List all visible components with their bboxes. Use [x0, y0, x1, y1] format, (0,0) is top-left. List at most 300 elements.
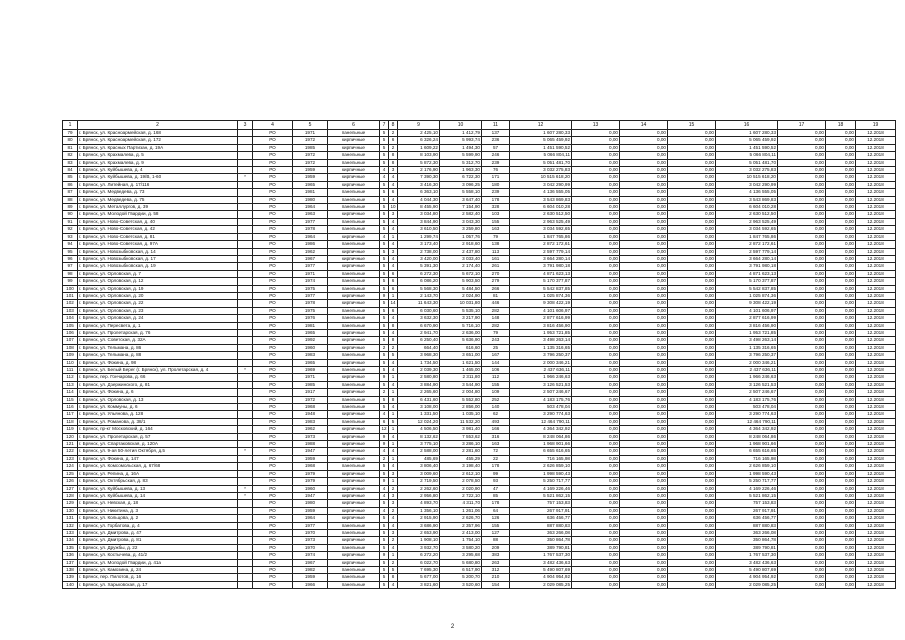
cell-row-num: 109 — [63, 352, 78, 359]
cell-row-num: 83 — [63, 159, 78, 166]
cell-year: 1972 — [293, 159, 328, 166]
cell-fund-federal: 0,00 — [572, 322, 620, 329]
cell-fund-federal: 0,00 — [572, 404, 620, 411]
cell-mark: * — [238, 492, 253, 499]
cell-row-num: 104 — [63, 315, 78, 322]
cell-address: г. Брянск, ул. Крахмалева, д. 9 — [78, 159, 238, 166]
cell-cost-per-m2: 0,00 — [826, 492, 856, 499]
cell-residents: 103 — [482, 211, 510, 218]
cell-address: г. Брянск, пр-кт Московский, д. 164 — [78, 426, 238, 433]
cell-fund-federal: 0,00 — [572, 130, 620, 137]
cell-mark — [238, 581, 253, 588]
cell-living-area: 1 465,00 — [440, 367, 482, 374]
cell-entrances: 4 — [389, 315, 398, 322]
cell-address: г. Брянск, ул. Тельмана, д. 88 — [78, 352, 238, 359]
cell-entrances: 4 — [389, 544, 398, 551]
cell-floors: 9 — [380, 433, 389, 440]
cell-program: РО — [253, 544, 293, 551]
cell-total-area: 3 034,80 — [398, 211, 440, 218]
cell-fund-federal: 0,00 — [572, 241, 620, 248]
cell-year: 1962 — [293, 248, 328, 255]
cell-other: 0,00 — [778, 359, 826, 366]
cell-fund-federal: 0,00 — [572, 352, 620, 359]
cell-row-num: 98 — [63, 270, 78, 277]
cell-program: РО — [253, 263, 293, 270]
cell-row-num: 82 — [63, 152, 78, 159]
cell-deadline: 12.2018 — [856, 285, 896, 292]
cell-total-area: 3 884,90 — [398, 381, 440, 388]
cell-row-num: 106 — [63, 329, 78, 336]
table-row — [63, 448, 896, 455]
cell-fund-regional: 0,00 — [620, 441, 668, 448]
cell-fund-owners: 5 170 377,87 — [716, 278, 778, 285]
cell-row-num: 93 — [63, 233, 78, 240]
cell-fund-federal: 0,00 — [572, 270, 620, 277]
cell-floors: 4 — [380, 411, 389, 418]
cell-year: 1967 — [293, 255, 328, 262]
cell-fund-regional: 0,00 — [620, 581, 668, 588]
cell-entrances: 6 — [389, 189, 398, 196]
cell-fund-regional: 0,00 — [620, 418, 668, 425]
cell-other: 0,00 — [778, 515, 826, 522]
table-row — [63, 144, 896, 151]
cell-deadline: 12.2018 — [856, 152, 896, 159]
registry-table — [62, 120, 895, 589]
cell-fund-local: 0,00 — [668, 359, 716, 366]
cell-living-area: 1 963,30 — [440, 167, 482, 174]
cell-fund-local: 0,00 — [668, 441, 716, 448]
cell-living-area: 1 621,50 — [440, 359, 482, 366]
cell-cost-per-m2: 0,00 — [826, 574, 856, 581]
cell-year: 1964 — [293, 515, 328, 522]
table-row — [63, 574, 896, 581]
cell-program: РО — [253, 211, 293, 218]
cell-other: 0,00 — [778, 492, 826, 499]
cell-entrances: 2 — [389, 537, 398, 544]
cell-year: 1974 — [293, 278, 328, 285]
cell-fund-regional: 0,00 — [620, 181, 668, 188]
cell-fund-federal: 0,00 — [572, 396, 620, 403]
cell-year: 1969 — [293, 367, 328, 374]
cell-floors: 9 — [380, 478, 389, 485]
cell-wall-material: кирпичные — [328, 559, 380, 566]
cell-cost-per-m2: 0,00 — [826, 315, 856, 322]
cell-deadline: 12.2018 — [856, 470, 896, 477]
cell-mark — [238, 359, 253, 366]
cell-total-area: 2 039,30 — [398, 367, 440, 374]
cell-other: 0,00 — [778, 137, 826, 144]
cell-residents: 155 — [482, 218, 510, 225]
cell-wall-material: панельные — [328, 278, 380, 285]
cell-cost-per-m2: 0,00 — [826, 544, 856, 551]
cell-program: РО — [253, 492, 293, 499]
cell-cost-per-m2: 0,00 — [826, 307, 856, 314]
cell-entrances: 1 — [389, 411, 398, 418]
cell-address: г. Брянск, ул. Дмитрова, д. 81 — [78, 537, 238, 544]
cell-total-area: 5 568,30 — [398, 285, 440, 292]
cell-other: 0,00 — [778, 367, 826, 374]
cell-wall-material: кирпичные — [328, 359, 380, 366]
cell-total-cost: 6 604 010,28 — [510, 204, 572, 211]
cell-fund-regional: 0,00 — [620, 559, 668, 566]
cell-fund-owners: 4 364 342,92 — [716, 426, 778, 433]
cell-entrances: 1 — [389, 426, 398, 433]
cell-wall-material: кирпичные — [328, 144, 380, 151]
cell-year: 1980 — [293, 196, 328, 203]
cell-fund-owners: 8 248 064,86 — [716, 433, 778, 440]
cell-other: 0,00 — [778, 241, 826, 248]
table-row — [63, 441, 896, 448]
cell-fund-regional: 0,00 — [620, 537, 668, 544]
cell-mark: * — [238, 448, 253, 455]
cell-floors: 5 — [380, 544, 389, 551]
table-row — [63, 174, 896, 181]
cell-other: 0,00 — [778, 315, 826, 322]
cell-total-cost: 1 953 721,85 — [510, 329, 572, 336]
cell-year: 1962 — [293, 426, 328, 433]
cell-other: 0,00 — [778, 426, 826, 433]
cell-wall-material: кирпичные — [328, 167, 380, 174]
cell-mark — [238, 255, 253, 262]
table-row — [63, 374, 896, 381]
cell-year: 1974 — [293, 552, 328, 559]
cell-total-area: 3 968,30 — [398, 352, 440, 359]
cell-fund-federal: 0,00 — [572, 389, 620, 396]
table-row — [63, 566, 896, 573]
cell-deadline: 12.2018 — [856, 189, 896, 196]
cell-residents: 261 — [482, 263, 510, 270]
cell-floors: 5 — [380, 255, 389, 262]
table-row — [63, 211, 896, 218]
cell-other: 0,00 — [778, 344, 826, 351]
cell-living-area: 3 544,90 — [440, 381, 482, 388]
cell-fund-owners: 1 767 537,30 — [716, 552, 778, 559]
cell-mark — [238, 300, 253, 307]
cell-residents: 282 — [482, 322, 510, 329]
table-row — [63, 500, 896, 507]
cell-fund-local: 0,00 — [668, 189, 716, 196]
cell-residents: 178 — [482, 196, 510, 203]
cell-row-num: 86 — [63, 181, 78, 188]
table-row — [63, 426, 896, 433]
cell-other: 0,00 — [778, 167, 826, 174]
cell-program: РО — [253, 344, 293, 351]
cell-address: г. Брянск, ул. Фокина, д. 98 — [78, 359, 238, 366]
cell-deadline: 12.2018 — [856, 278, 896, 285]
cell-floors: 5 — [380, 307, 389, 314]
cell-mark — [238, 344, 253, 351]
cell-fund-federal: 0,00 — [572, 574, 620, 581]
cell-entrances: 6 — [389, 270, 398, 277]
cell-address: г. Брянск, ул. Медведева, д. 75 — [78, 196, 238, 203]
cell-living-area: 5 903,50 — [440, 278, 482, 285]
cell-deadline: 12.2018 — [856, 204, 896, 211]
cell-fund-federal: 0,00 — [572, 278, 620, 285]
cell-address: г. Брянск, ул. Крахмалева, д. 5 — [78, 152, 238, 159]
cell-fund-regional: 0,00 — [620, 248, 668, 255]
cell-year: 1965 — [293, 359, 328, 366]
cell-fund-owners: 1 968 901,66 — [716, 441, 778, 448]
cell-cost-per-m2: 0,00 — [826, 478, 856, 485]
table-row — [63, 255, 896, 262]
cell-row-num: 111 — [63, 367, 78, 374]
cell-total-area: 2 653,90 — [398, 529, 440, 536]
cell-deadline: 12.2018 — [856, 389, 896, 396]
header-cell: 14 — [620, 121, 668, 130]
cell-row-num: 80 — [63, 137, 78, 144]
cell-living-area: 2 722,10 — [440, 492, 482, 499]
cell-other: 0,00 — [778, 218, 826, 225]
cell-fund-local: 0,00 — [668, 507, 716, 514]
header-cell: 13 — [572, 121, 620, 130]
cell-wall-material: кирпичные — [328, 433, 380, 440]
cell-floors: 5 — [380, 470, 389, 477]
cell-row-num: 128 — [63, 492, 78, 499]
cell-program: РО — [253, 448, 293, 455]
cell-cost-per-m2: 0,00 — [826, 300, 856, 307]
cell-fund-owners: 2 877 616,99 — [716, 315, 778, 322]
cell-total-cost: 4 871 623,13 — [510, 270, 572, 277]
cell-cost-per-m2: 0,00 — [826, 396, 856, 403]
cell-residents: 109 — [482, 389, 510, 396]
table-row — [63, 137, 896, 144]
table-row — [63, 396, 896, 403]
cell-living-area: 4 311,70 — [440, 500, 482, 507]
cell-program: РО — [253, 248, 293, 255]
cell-other: 0,00 — [778, 174, 826, 181]
cell-living-area: 5 484,50 — [440, 285, 482, 292]
cell-cost-per-m2: 0,00 — [826, 248, 856, 255]
cell-fund-owners: 4 904 954,92 — [716, 574, 778, 581]
cell-fund-regional: 0,00 — [620, 544, 668, 551]
cell-living-area: 2 413,00 — [440, 529, 482, 536]
cell-total-cost: 4 169 226,46 — [510, 485, 572, 492]
cell-fund-local: 0,00 — [668, 337, 716, 344]
cell-total-cost: 716 165,98 — [510, 455, 572, 462]
header-cell: 2 — [78, 121, 238, 130]
cell-floors: 4 — [380, 167, 389, 174]
cell-cost-per-m2: 0,00 — [826, 522, 856, 529]
cell-fund-regional: 0,00 — [620, 241, 668, 248]
cell-row-num: 130 — [63, 507, 78, 514]
cell-program: РО — [253, 152, 293, 159]
cell-residents: 252 — [482, 396, 510, 403]
table-row — [63, 181, 896, 188]
cell-residents: 209 — [482, 544, 510, 551]
cell-deadline: 12.2018 — [856, 485, 896, 492]
cell-mark: * — [238, 367, 253, 374]
cell-floors: 5 — [380, 226, 389, 233]
cell-other: 0,00 — [778, 144, 826, 151]
cell-living-area: 5 599,90 — [440, 152, 482, 159]
cell-fund-owners: 363 266,08 — [716, 529, 778, 536]
cell-cost-per-m2: 0,00 — [826, 441, 856, 448]
table-row — [63, 189, 896, 196]
cell-address: г. Брянск, ул. Харьковская, д. 17 — [78, 581, 238, 588]
cell-floors: 5 — [380, 574, 389, 581]
cell-wall-material: кирпичные — [328, 211, 380, 218]
cell-address: г. Брянск, ул. Орловская, д. 13 — [78, 396, 238, 403]
cell-total-cost: 1 767 537,30 — [510, 552, 572, 559]
table-row — [63, 381, 896, 388]
cell-year: 1981 — [293, 189, 328, 196]
cell-entrances: 4 — [389, 218, 398, 225]
cell-living-area: 2 174,40 — [440, 263, 482, 270]
cell-fund-owners: 6 655 616,65 — [716, 448, 778, 455]
cell-program: РО — [253, 404, 293, 411]
cell-program: РО — [253, 352, 293, 359]
cell-entrances: 8 — [389, 152, 398, 159]
cell-total-cost: 2 437 636,11 — [510, 367, 572, 374]
cell-row-num: 122 — [63, 448, 78, 455]
cell-cost-per-m2: 0,00 — [826, 374, 856, 381]
cell-cost-per-m2: 0,00 — [826, 263, 856, 270]
cell-cost-per-m2: 0,00 — [826, 367, 856, 374]
cell-year: 1985 — [293, 381, 328, 388]
cell-deadline: 12.2018 — [856, 292, 896, 299]
cell-address: г. Брянск, ул. Новозыбковская, д. 17 — [78, 255, 238, 262]
cell-address: г. Брянск, ул. Ново-Советская, д. 97А — [78, 241, 238, 248]
cell-deadline: 12.2018 — [856, 322, 896, 329]
cell-fund-local: 0,00 — [668, 500, 716, 507]
cell-year: 1988 — [293, 441, 328, 448]
cell-deadline: 12.2018 — [856, 144, 896, 151]
cell-fund-regional: 0,00 — [620, 174, 668, 181]
cell-living-area: 1 494,30 — [440, 144, 482, 151]
cell-residents: 112 — [482, 374, 510, 381]
cell-entrances: 1 — [389, 455, 398, 462]
cell-deadline: 12.2018 — [856, 455, 896, 462]
cell-row-num: 132 — [63, 522, 78, 529]
cell-living-area: 2 311,80 — [440, 374, 482, 381]
cell-row-num: 100 — [63, 285, 78, 292]
cell-total-cost: 3 290 774,63 — [510, 411, 572, 418]
cell-row-num: 95 — [63, 248, 78, 255]
cell-cost-per-m2: 0,00 — [826, 559, 856, 566]
table-row — [63, 285, 896, 292]
cell-mark — [238, 211, 253, 218]
cell-fund-federal: 0,00 — [572, 463, 620, 470]
cell-year: 1970 — [293, 544, 328, 551]
cell-fund-regional: 0,00 — [620, 344, 668, 351]
cell-program: РО — [253, 189, 293, 196]
cell-program: РО — [253, 515, 293, 522]
cell-program: РО — [253, 204, 293, 211]
cell-deadline: 12.2018 — [856, 241, 896, 248]
header-cell: 18 — [826, 121, 856, 130]
cell-wall-material: панельные — [328, 352, 380, 359]
cell-fund-local: 0,00 — [668, 374, 716, 381]
cell-row-num: 125 — [63, 470, 78, 477]
cell-entrances: 8 — [389, 396, 398, 403]
cell-total-cost: 2 872 172,61 — [510, 241, 572, 248]
cell-entrances: 6 — [389, 307, 398, 314]
cell-total-area: 2 738,00 — [398, 248, 440, 255]
cell-deadline: 12.2018 — [856, 248, 896, 255]
cell-fund-regional: 0,00 — [620, 218, 668, 225]
cell-deadline: 12.2018 — [856, 448, 896, 455]
cell-row-num: 114 — [63, 389, 78, 396]
cell-program: РО — [253, 507, 293, 514]
cell-cost-per-m2: 0,00 — [826, 552, 856, 559]
cell-total-cost: 350 864,78 — [510, 537, 572, 544]
cell-total-cost: 389 790,81 — [510, 544, 572, 551]
cell-total-cost: 3 042 290,99 — [510, 181, 572, 188]
cell-fund-federal: 0,00 — [572, 418, 620, 425]
cell-deadline: 12.2018 — [856, 507, 896, 514]
cell-deadline: 12.2018 — [856, 263, 896, 270]
cell-total-area: 8 132,62 — [398, 433, 440, 440]
cell-total-area: 6 326,24 — [398, 137, 440, 144]
cell-program: РО — [253, 278, 293, 285]
header-cell: 11 — [482, 121, 510, 130]
cell-year: 1977 — [293, 292, 328, 299]
cell-mark — [238, 507, 253, 514]
cell-deadline: 12.2018 — [856, 329, 896, 336]
cell-wall-material: панельные — [328, 581, 380, 588]
cell-wall-material: панельные — [328, 367, 380, 374]
cell-mark — [238, 537, 253, 544]
cell-entrances: 4 — [389, 241, 398, 248]
cell-address: г. Брянск, пер. Гончарова, д. 66 — [78, 374, 238, 381]
cell-floors: 4 — [380, 507, 389, 514]
cell-year: 1980 — [293, 500, 328, 507]
cell-year: 1964 — [293, 204, 328, 211]
cell-other: 0,00 — [778, 389, 826, 396]
cell-address: г. Брянск, ул. Пересвета, д. 1 — [78, 322, 238, 329]
cell-residents: 113 — [482, 248, 510, 255]
cell-fund-local: 0,00 — [668, 515, 716, 522]
cell-row-num: 85 — [63, 174, 78, 181]
cell-fund-regional: 0,00 — [620, 529, 668, 536]
cell-other: 0,00 — [778, 404, 826, 411]
cell-residents: 140 — [482, 404, 510, 411]
cell-living-area: 3 286,10 — [440, 441, 482, 448]
cell-deadline: 12.2018 — [856, 315, 896, 322]
cell-fund-federal: 0,00 — [572, 152, 620, 159]
cell-deadline: 12.2018 — [856, 463, 896, 470]
cell-cost-per-m2: 0,00 — [826, 529, 856, 536]
cell-fund-federal: 0,00 — [572, 144, 620, 151]
cell-fund-owners: 3 498 263,14 — [716, 337, 778, 344]
cell-total-area: 8 455,90 — [398, 204, 440, 211]
cell-residents: 263 — [482, 559, 510, 566]
cell-cost-per-m2: 0,00 — [826, 537, 856, 544]
cell-living-area: 3 033,40 — [440, 255, 482, 262]
cell-row-num: 134 — [63, 537, 78, 544]
cell-floors: 5 — [380, 359, 389, 366]
cell-floors: 9 — [380, 292, 389, 299]
cell-floors: 5 — [380, 144, 389, 151]
cell-fund-local: 0,00 — [668, 196, 716, 203]
cell-other: 0,00 — [778, 322, 826, 329]
cell-mark — [238, 374, 253, 381]
cell-address: г. Брянск, ул. Новозыбковская, д. 19 — [78, 263, 238, 270]
cell-program: РО — [253, 426, 293, 433]
cell-fund-local: 0,00 — [668, 566, 716, 573]
cell-fund-regional: 0,00 — [620, 159, 668, 166]
cell-row-num: 113 — [63, 381, 78, 388]
cell-cost-per-m2: 0,00 — [826, 137, 856, 144]
cell-entrances: 4 — [389, 359, 398, 366]
cell-total-area: 7 695,30 — [398, 566, 440, 573]
cell-entrances: 3 — [389, 492, 398, 499]
cell-fund-federal: 0,00 — [572, 292, 620, 299]
cell-mark — [238, 566, 253, 573]
cell-total-area: 4 893,70 — [398, 500, 440, 507]
cell-mark — [238, 463, 253, 470]
cell-row-num: 88 — [63, 196, 78, 203]
